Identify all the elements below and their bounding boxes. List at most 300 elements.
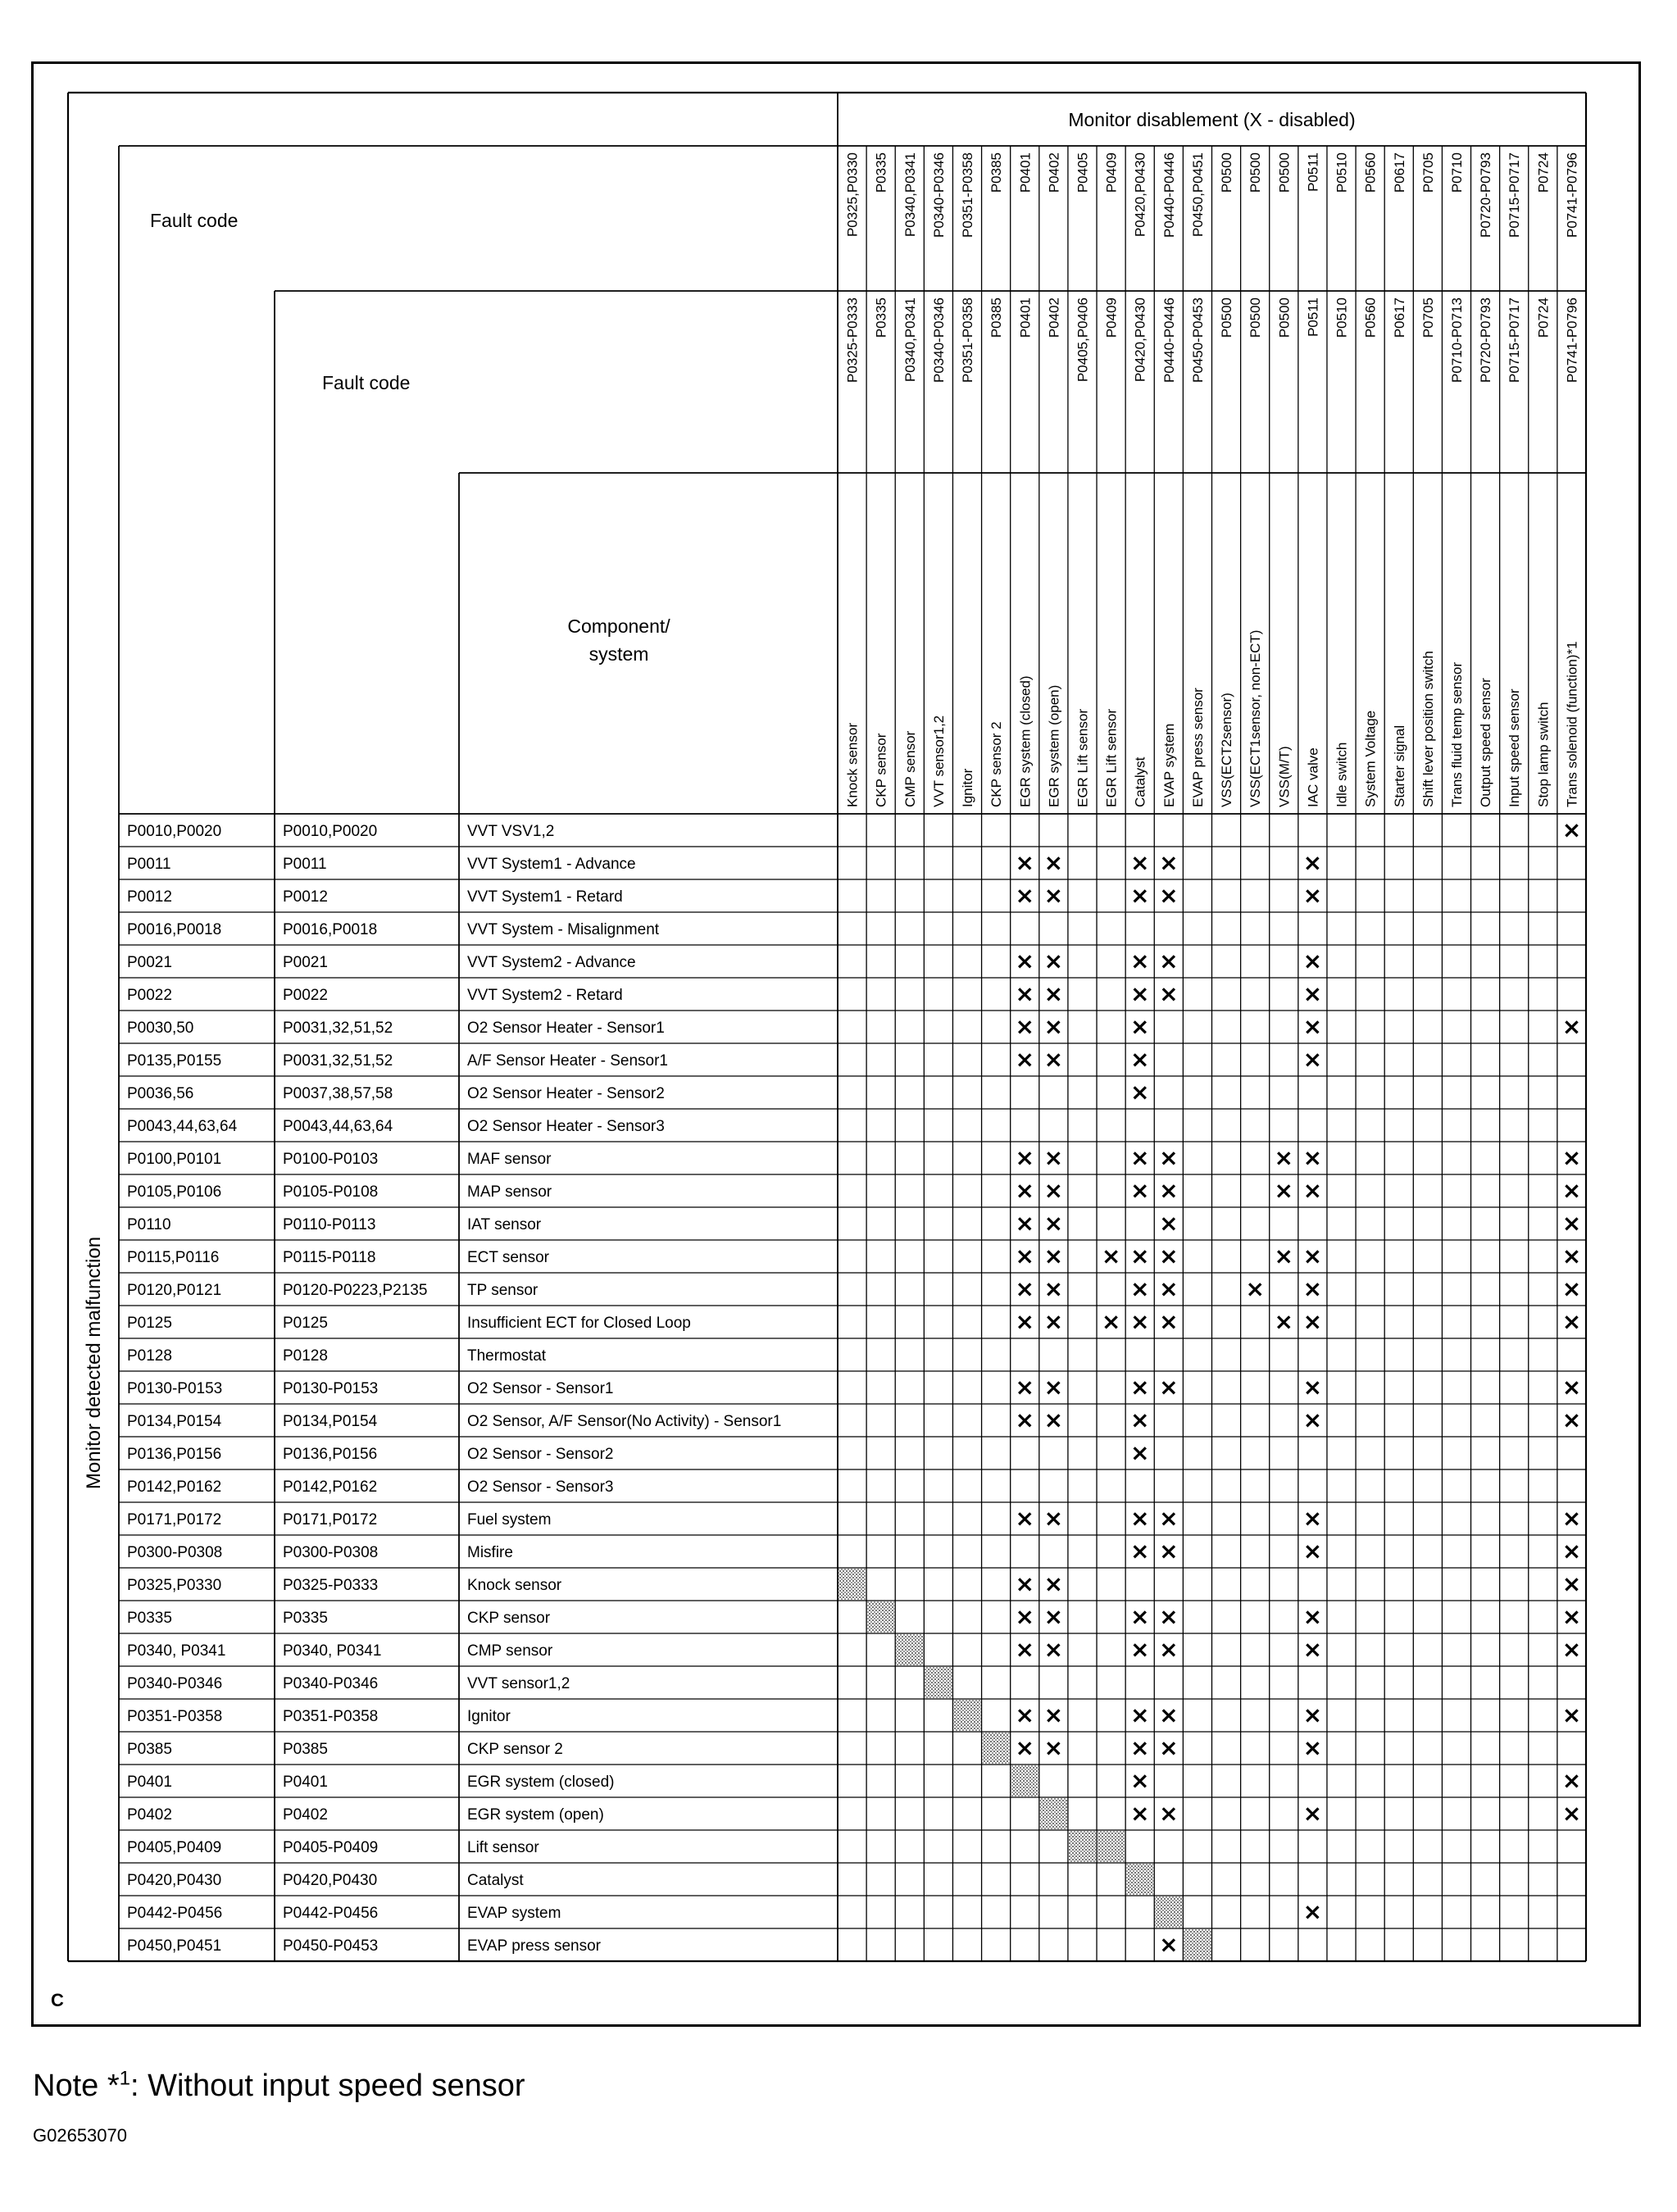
row-code-2: P0011: [283, 856, 327, 873]
disabled-mark: ×: [1561, 816, 1582, 843]
row-code-2: P0022: [283, 987, 328, 1004]
column-name: Trans solenoid (function)*1: [1564, 641, 1580, 807]
row-system: Ignitor: [467, 1708, 511, 1725]
disabled-mark: ×: [1302, 980, 1323, 1007]
row-code-2: P0340, P0341: [283, 1642, 382, 1660]
column-name: Catalyst: [1132, 756, 1148, 807]
row-system: ECT sensor: [467, 1249, 549, 1266]
disabled-mark: ×: [1015, 1734, 1034, 1761]
disabled-mark: ×: [1302, 1406, 1323, 1433]
disabled-mark: ×: [1129, 1767, 1150, 1794]
disabled-mark: ×: [1129, 849, 1150, 876]
row-system: A/F Sensor Heater - Sensor1: [467, 1052, 668, 1070]
disabled-mark: ×: [1274, 1308, 1294, 1335]
row-code-2: P0405-P0409: [283, 1839, 379, 1856]
disabled-mark: ×: [1274, 1242, 1294, 1270]
row-system: O2 Sensor Heater - Sensor2: [467, 1085, 665, 1102]
column-code-2: P0402: [1046, 298, 1062, 338]
row-code-2: P0016,P0018: [283, 921, 378, 938]
column-code-1: P0715-P0717: [1507, 152, 1523, 238]
disabled-mark: ×: [1302, 1275, 1323, 1302]
row-code-2: P0037,38,57,58: [283, 1085, 393, 1102]
row-system: EVAP press sensor: [467, 1937, 601, 1955]
disabled-mark: ×: [1129, 1079, 1150, 1106]
disabled-mark: ×: [1159, 980, 1179, 1007]
disabled-mark: ×: [1302, 1177, 1323, 1204]
disabled-mark: ×: [1561, 1767, 1582, 1794]
disabled-mark: ×: [1561, 1144, 1582, 1171]
column-code-2: P0741-P0796: [1564, 298, 1580, 383]
disabled-mark: ×: [1043, 1177, 1064, 1204]
row-system: MAP sensor: [467, 1183, 552, 1201]
disabled-mark: ×: [1043, 1210, 1064, 1237]
column-code-2: P0385: [988, 298, 1005, 338]
row-code-1: P0012: [127, 888, 172, 906]
row-code-2: P0171,P0172: [283, 1511, 378, 1528]
row-code-2: P0125: [283, 1315, 328, 1332]
column-code-1: P0710: [1448, 152, 1465, 193]
disabled-mark: ×: [1561, 1505, 1582, 1532]
row-code-1: P0340-P0346: [127, 1675, 223, 1692]
disabled-mark: ×: [1015, 947, 1034, 974]
disabled-mark: ×: [1129, 1734, 1150, 1761]
disabled-mark: ×: [1015, 1275, 1034, 1302]
row-system: Thermostat: [467, 1347, 547, 1365]
column-name: VVT sensor1,2: [930, 715, 947, 807]
row-system: MAF sensor: [467, 1151, 552, 1168]
row-code-1: P0300-P0308: [127, 1544, 223, 1561]
disabled-mark: ×: [1561, 1636, 1582, 1663]
row-code-1: P0021: [127, 954, 172, 971]
disabled-mark: ×: [1302, 1734, 1323, 1761]
figure-frame: [31, 61, 1641, 2027]
disabled-mark: ×: [1043, 1406, 1064, 1433]
disabled-mark: ×: [1043, 882, 1064, 909]
column-code-2: P0705: [1420, 298, 1436, 338]
disabled-mark: ×: [1129, 1374, 1150, 1401]
disabled-mark: ×: [1561, 1701, 1582, 1728]
column-code-1: P0500: [1276, 152, 1293, 193]
column-code-1: P0409: [1103, 152, 1120, 193]
column-name: VSS(M/T): [1276, 746, 1293, 807]
disabled-mark: ×: [1159, 882, 1179, 909]
disabled-mark: ×: [1015, 849, 1034, 876]
disabled-mark: ×: [1159, 1931, 1179, 1958]
column-code-2: P0500: [1276, 298, 1293, 338]
row-system: TP sensor: [467, 1282, 539, 1299]
disabled-mark: ×: [1043, 1701, 1064, 1728]
disabled-mark: ×: [1129, 1013, 1150, 1040]
row-system: Knock sensor: [467, 1577, 562, 1594]
row-code-2: P0340-P0346: [283, 1675, 379, 1692]
column-code-1: P0325,P0330: [844, 152, 861, 238]
row-code-1: P0135,P0155: [127, 1052, 222, 1070]
row-system: O2 Sensor - Sensor3: [467, 1478, 614, 1496]
disabled-mark: ×: [1015, 1636, 1034, 1663]
disabled-mark: ×: [1302, 882, 1323, 909]
disabled-mark: ×: [1043, 947, 1064, 974]
component-header-line1: Component/: [567, 615, 670, 637]
disabled-mark: ×: [1302, 1374, 1323, 1401]
disabled-mark: ×: [1274, 1177, 1294, 1204]
disabled-mark: ×: [1015, 1177, 1034, 1204]
column-code-2: P0510: [1334, 298, 1350, 338]
disabled-mark: ×: [1043, 1374, 1064, 1401]
column-code-1: P0335: [873, 152, 889, 193]
row-code-1: P0136,P0156: [127, 1446, 222, 1463]
column-name: Stop lamp switch: [1535, 702, 1552, 807]
disabled-mark: ×: [1302, 1636, 1323, 1663]
row-code-1: P0030,50: [127, 1020, 194, 1037]
row-code-1: P0351-P0358: [127, 1708, 223, 1725]
column-code-2: P0500: [1248, 298, 1264, 338]
disabled-mark: ×: [1129, 1636, 1150, 1663]
row-code-2: P0130-P0153: [283, 1380, 379, 1397]
column-code-1: P0405: [1075, 152, 1091, 193]
disabled-mark: ×: [1159, 1505, 1179, 1532]
disabled-mark: ×: [1129, 1701, 1150, 1728]
row-code-2: P0128: [283, 1347, 328, 1365]
disabled-mark: ×: [1302, 1898, 1323, 1925]
column-code-1: P0617: [1391, 152, 1407, 193]
row-system: CKP sensor: [467, 1610, 551, 1627]
row-code-1: P0442-P0456: [127, 1905, 223, 1922]
row-system: EGR system (closed): [467, 1774, 615, 1791]
disabled-mark: ×: [1043, 1636, 1064, 1663]
column-code-2: P0420,P0430: [1132, 298, 1148, 383]
row-system: EVAP system: [467, 1905, 561, 1922]
row-code-2: P0385: [283, 1741, 328, 1758]
disabled-mark: ×: [1561, 1242, 1582, 1270]
disabled-mark: ×: [1302, 1537, 1323, 1565]
row-system: VVT sensor1,2: [467, 1675, 570, 1692]
disabled-mark: ×: [1129, 1537, 1150, 1565]
column-code-2: P0710-P0713: [1448, 298, 1465, 383]
row-code-1: P0010,P0020: [127, 823, 222, 840]
column-code-1: P0720-P0793: [1478, 152, 1494, 238]
column-code-2: P0450-P0453: [1189, 298, 1206, 383]
row-code-1: P0450,P0451: [127, 1937, 222, 1955]
column-code-2: P0440-P0446: [1161, 298, 1177, 383]
column-name: Starter signal: [1391, 724, 1407, 807]
row-system: Catalyst: [467, 1872, 524, 1889]
disabled-mark: ×: [1043, 849, 1064, 876]
figure-id: G02653070: [33, 2125, 127, 2146]
row-system: O2 Sensor Heater - Sensor3: [467, 1118, 665, 1135]
disabled-mark: ×: [1159, 1177, 1179, 1204]
column-code-1: P0420,P0430: [1132, 152, 1148, 238]
row-code-1: P0340, P0341: [127, 1642, 226, 1660]
row-code-2: P0031,32,51,52: [283, 1052, 393, 1070]
disabled-mark: ×: [1101, 1308, 1121, 1335]
side-label: Monitor detected malfunction: [83, 1236, 105, 1490]
column-code-1: P0401: [1017, 152, 1034, 193]
column-name: EVAP press sensor: [1189, 688, 1206, 807]
column-name: Input speed sensor: [1507, 688, 1523, 807]
row-code-1: P0401: [127, 1774, 172, 1791]
column-code-1: P0340,P0341: [902, 152, 918, 238]
disabled-mark: ×: [1302, 1013, 1323, 1040]
disabled-mark: ×: [1302, 1505, 1323, 1532]
row-code-1: P0325,P0330: [127, 1577, 222, 1594]
disabled-mark: ×: [1561, 1800, 1582, 1827]
disabled-mark: ×: [1015, 980, 1034, 1007]
column-name: VSS(ECT2sensor): [1219, 693, 1235, 807]
disabled-mark: ×: [1129, 980, 1150, 1007]
disabled-mark: ×: [1129, 1177, 1150, 1204]
row-system: Insufficient ECT for Closed Loop: [467, 1315, 691, 1332]
component-header-line2: system: [589, 643, 649, 665]
disabled-mark: ×: [1302, 1701, 1323, 1728]
column-name: System Voltage: [1362, 710, 1379, 807]
row-code-1: P0043,44,63,64: [127, 1118, 238, 1135]
column-code-1: P0511: [1305, 152, 1321, 192]
column-name: EGR system (closed): [1017, 675, 1034, 807]
disabled-mark: ×: [1101, 1242, 1121, 1270]
column-name: CMP sensor: [902, 730, 918, 807]
row-code-2: P0420,P0430: [283, 1872, 378, 1889]
row-code-2: P0351-P0358: [283, 1708, 379, 1725]
disabled-mark: ×: [1159, 947, 1179, 974]
disabled-mark: ×: [1302, 1144, 1323, 1171]
column-code-2: P0401: [1017, 298, 1034, 338]
disabled-mark: ×: [1302, 1242, 1323, 1270]
disabled-mark: ×: [1561, 1406, 1582, 1433]
column-name: Trans fluid temp sensor: [1448, 662, 1465, 807]
row-code-1: P0036,56: [127, 1085, 194, 1102]
column-name: Output speed sensor: [1478, 678, 1494, 807]
disabled-mark: ×: [1043, 1570, 1064, 1597]
row-code-1: P0011: [127, 856, 171, 873]
column-code-2: P0715-P0717: [1507, 298, 1523, 383]
column-name: CKP sensor: [873, 733, 889, 807]
disabled-mark: ×: [1561, 1603, 1582, 1630]
row-system: Lift sensor: [467, 1839, 539, 1856]
disabled-mark: ×: [1129, 1800, 1150, 1827]
disabled-mark: ×: [1015, 1308, 1034, 1335]
row-system: VVT System2 - Advance: [467, 954, 636, 971]
row-system: O2 Sensor - Sensor2: [467, 1446, 614, 1463]
row-system: O2 Sensor Heater - Sensor1: [467, 1020, 665, 1037]
row-code-2: P0120-P0223,P2135: [283, 1282, 428, 1299]
disabled-mark: ×: [1129, 1603, 1150, 1630]
row-code-2: P0110-P0113: [283, 1216, 376, 1233]
corner-letter: C: [51, 1990, 64, 2010]
column-code-2: P0325-P0333: [844, 298, 861, 383]
row-system: Misfire: [467, 1544, 513, 1561]
disabled-mark: ×: [1302, 1800, 1323, 1827]
column-code-2: P0560: [1362, 298, 1379, 338]
column-code-2: P0724: [1535, 298, 1552, 338]
disabled-mark: ×: [1561, 1308, 1582, 1335]
row-code-2: P0134,P0154: [283, 1413, 378, 1430]
row-system: Fuel system: [467, 1511, 552, 1528]
column-name: CKP sensor 2: [988, 721, 1005, 807]
row-system: CKP sensor 2: [467, 1741, 563, 1758]
row-code-1: P0402: [127, 1806, 172, 1824]
disabled-mark: ×: [1159, 849, 1179, 876]
disabled-mark: ×: [1159, 1308, 1179, 1335]
disabled-mark: ×: [1561, 1537, 1582, 1565]
disabled-mark: ×: [1561, 1013, 1582, 1040]
note-text: : Without input speed sensor: [130, 2069, 525, 2103]
row-code-1: P0335: [127, 1610, 172, 1627]
column-name: Ignitor: [960, 768, 976, 807]
column-name: Idle switch: [1334, 742, 1350, 807]
column-code-1: P0705: [1420, 152, 1436, 193]
row-code-2: P0115-P0118: [283, 1249, 376, 1266]
column-name: IAC valve: [1305, 747, 1321, 807]
row-system: IAT sensor: [467, 1216, 542, 1233]
column-code-1: P0560: [1362, 152, 1379, 193]
disabled-mark: ×: [1015, 1374, 1034, 1401]
column-code-1: P0385: [988, 152, 1005, 193]
row-code-2: P0012: [283, 888, 328, 906]
row-system: VVT System1 - Retard: [467, 888, 623, 906]
row-code-2: P0105-P0108: [283, 1183, 379, 1201]
row-code-1: P0405,P0409: [127, 1839, 222, 1856]
row-code-2: P0325-P0333: [283, 1577, 379, 1594]
disabled-mark: ×: [1302, 1046, 1323, 1073]
disabled-mark: ×: [1015, 1701, 1034, 1728]
row-code-1: P0171,P0172: [127, 1511, 222, 1528]
row-system: EGR system (open): [467, 1806, 604, 1824]
disabled-mark: ×: [1043, 1603, 1064, 1630]
disabled-mark: ×: [1043, 1013, 1064, 1040]
disabled-mark: ×: [1129, 1275, 1150, 1302]
disabled-mark: ×: [1015, 1210, 1034, 1237]
disabled-mark: ×: [1043, 980, 1064, 1007]
disabled-mark: ×: [1043, 1734, 1064, 1761]
disabled-mark: ×: [1129, 1046, 1150, 1073]
disabled-mark: ×: [1129, 947, 1150, 974]
column-code-1: P0440-P0446: [1161, 152, 1177, 238]
column-code-2: P0617: [1391, 298, 1407, 338]
disabled-mark: ×: [1561, 1210, 1582, 1237]
monitor-disablement-title: Monitor disablement (X - disabled): [1068, 109, 1356, 130]
column-code-1: P0340-P0346: [930, 152, 947, 238]
column-name: VSS(ECT1sensor, non-ECT): [1248, 629, 1264, 807]
row-code-1: P0128: [127, 1347, 172, 1365]
disabled-mark: ×: [1302, 1603, 1323, 1630]
disabled-mark: ×: [1159, 1800, 1179, 1827]
row-code-2: P0402: [283, 1806, 328, 1824]
column-code-2: P0351-P0358: [960, 298, 976, 383]
column-name: EVAP system: [1161, 723, 1177, 807]
disabled-mark: ×: [1159, 1734, 1179, 1761]
column-code-2: P0340,P0341: [902, 298, 918, 383]
row-code-2: P0136,P0156: [283, 1446, 378, 1463]
row-code-2: P0142,P0162: [283, 1478, 378, 1496]
disabled-mark: ×: [1159, 1275, 1179, 1302]
column-code-1: P0724: [1535, 152, 1552, 193]
disabled-mark: ×: [1159, 1374, 1179, 1401]
disabled-mark: ×: [1015, 1046, 1034, 1073]
column-code-1: P0351-P0358: [960, 152, 976, 238]
disabled-mark: ×: [1159, 1636, 1179, 1663]
disabled-mark: ×: [1015, 1144, 1034, 1171]
disabled-mark: ×: [1561, 1570, 1582, 1597]
row-system: CMP sensor: [467, 1642, 553, 1660]
disabled-mark: ×: [1129, 1242, 1150, 1270]
disabled-mark: ×: [1015, 1406, 1034, 1433]
disabled-mark: ×: [1159, 1701, 1179, 1728]
row-code-1: P0120,P0121: [127, 1282, 222, 1299]
disabled-mark: ×: [1159, 1603, 1179, 1630]
note-superscript: 1: [119, 2067, 130, 2090]
row-code-1: P0420,P0430: [127, 1872, 222, 1889]
column-code-2: P0511: [1305, 298, 1321, 337]
row-code-2: P0335: [283, 1610, 328, 1627]
row-system: VVT VSV1,2: [467, 823, 555, 840]
row-code-2: P0043,44,63,64: [283, 1118, 393, 1135]
disabled-mark: ×: [1043, 1308, 1064, 1335]
disabled-mark: ×: [1561, 1177, 1582, 1204]
disabled-mark: ×: [1129, 1505, 1150, 1532]
disabled-mark: ×: [1159, 1210, 1179, 1237]
row-code-2: P0010,P0020: [283, 823, 378, 840]
disabled-mark: ×: [1043, 1242, 1064, 1270]
disabled-mark: ×: [1015, 882, 1034, 909]
column-code-1: P0741-P0796: [1564, 152, 1580, 238]
fault-code-header-2: Fault code: [322, 372, 411, 393]
disabled-mark: ×: [1015, 1013, 1034, 1040]
column-code-1: P0402: [1046, 152, 1062, 193]
row-system: O2 Sensor - Sensor1: [467, 1380, 614, 1397]
column-code-2: P0409: [1103, 298, 1120, 338]
row-code-1: P0100,P0101: [127, 1151, 222, 1168]
column-code-2: P0335: [873, 298, 889, 338]
row-code-2: P0100-P0103: [283, 1151, 379, 1168]
row-system: VVT System1 - Advance: [467, 856, 636, 873]
column-code-1: P0510: [1334, 152, 1350, 193]
disabled-mark: ×: [1129, 1308, 1150, 1335]
row-code-2: P0442-P0456: [283, 1905, 379, 1922]
column-name: Shift lever position switch: [1420, 651, 1436, 807]
row-code-1: P0142,P0162: [127, 1478, 222, 1496]
disabled-mark: ×: [1159, 1144, 1179, 1171]
column-code-2: P0405,P0406: [1075, 298, 1091, 383]
column-code-1: P0500: [1248, 152, 1264, 193]
row-code-2: P0300-P0308: [283, 1544, 379, 1561]
row-code-2: P0021: [283, 954, 328, 971]
disabled-mark: ×: [1561, 1275, 1582, 1302]
row-code-1: P0110: [127, 1216, 171, 1233]
row-code-1: P0385: [127, 1741, 172, 1758]
disabled-mark: ×: [1129, 882, 1150, 909]
column-name: EGR Lift sensor: [1075, 709, 1091, 807]
disabled-mark: ×: [1129, 1439, 1150, 1466]
column-code-2: P0340-P0346: [930, 298, 947, 383]
column-code-2: P0720-P0793: [1478, 298, 1494, 383]
disabled-mark: ×: [1302, 849, 1323, 876]
column-name: EGR Lift sensor: [1103, 709, 1120, 807]
disabled-mark: ×: [1129, 1406, 1150, 1433]
disabled-mark: ×: [1043, 1505, 1064, 1532]
row-code-2: P0401: [283, 1774, 328, 1791]
row-code-1: P0125: [127, 1315, 172, 1332]
disabled-mark: ×: [1043, 1046, 1064, 1073]
row-code-1: P0105,P0106: [127, 1183, 222, 1201]
row-system: VVT System2 - Retard: [467, 987, 623, 1004]
footnote: [33, 2069, 525, 2104]
row-code-1: P0130-P0153: [127, 1380, 223, 1397]
disabled-mark: ×: [1274, 1144, 1294, 1171]
disabled-mark: ×: [1015, 1603, 1034, 1630]
row-code-1: P0022: [127, 987, 172, 1004]
disabled-mark: ×: [1302, 1308, 1323, 1335]
disabled-mark: ×: [1015, 1570, 1034, 1597]
